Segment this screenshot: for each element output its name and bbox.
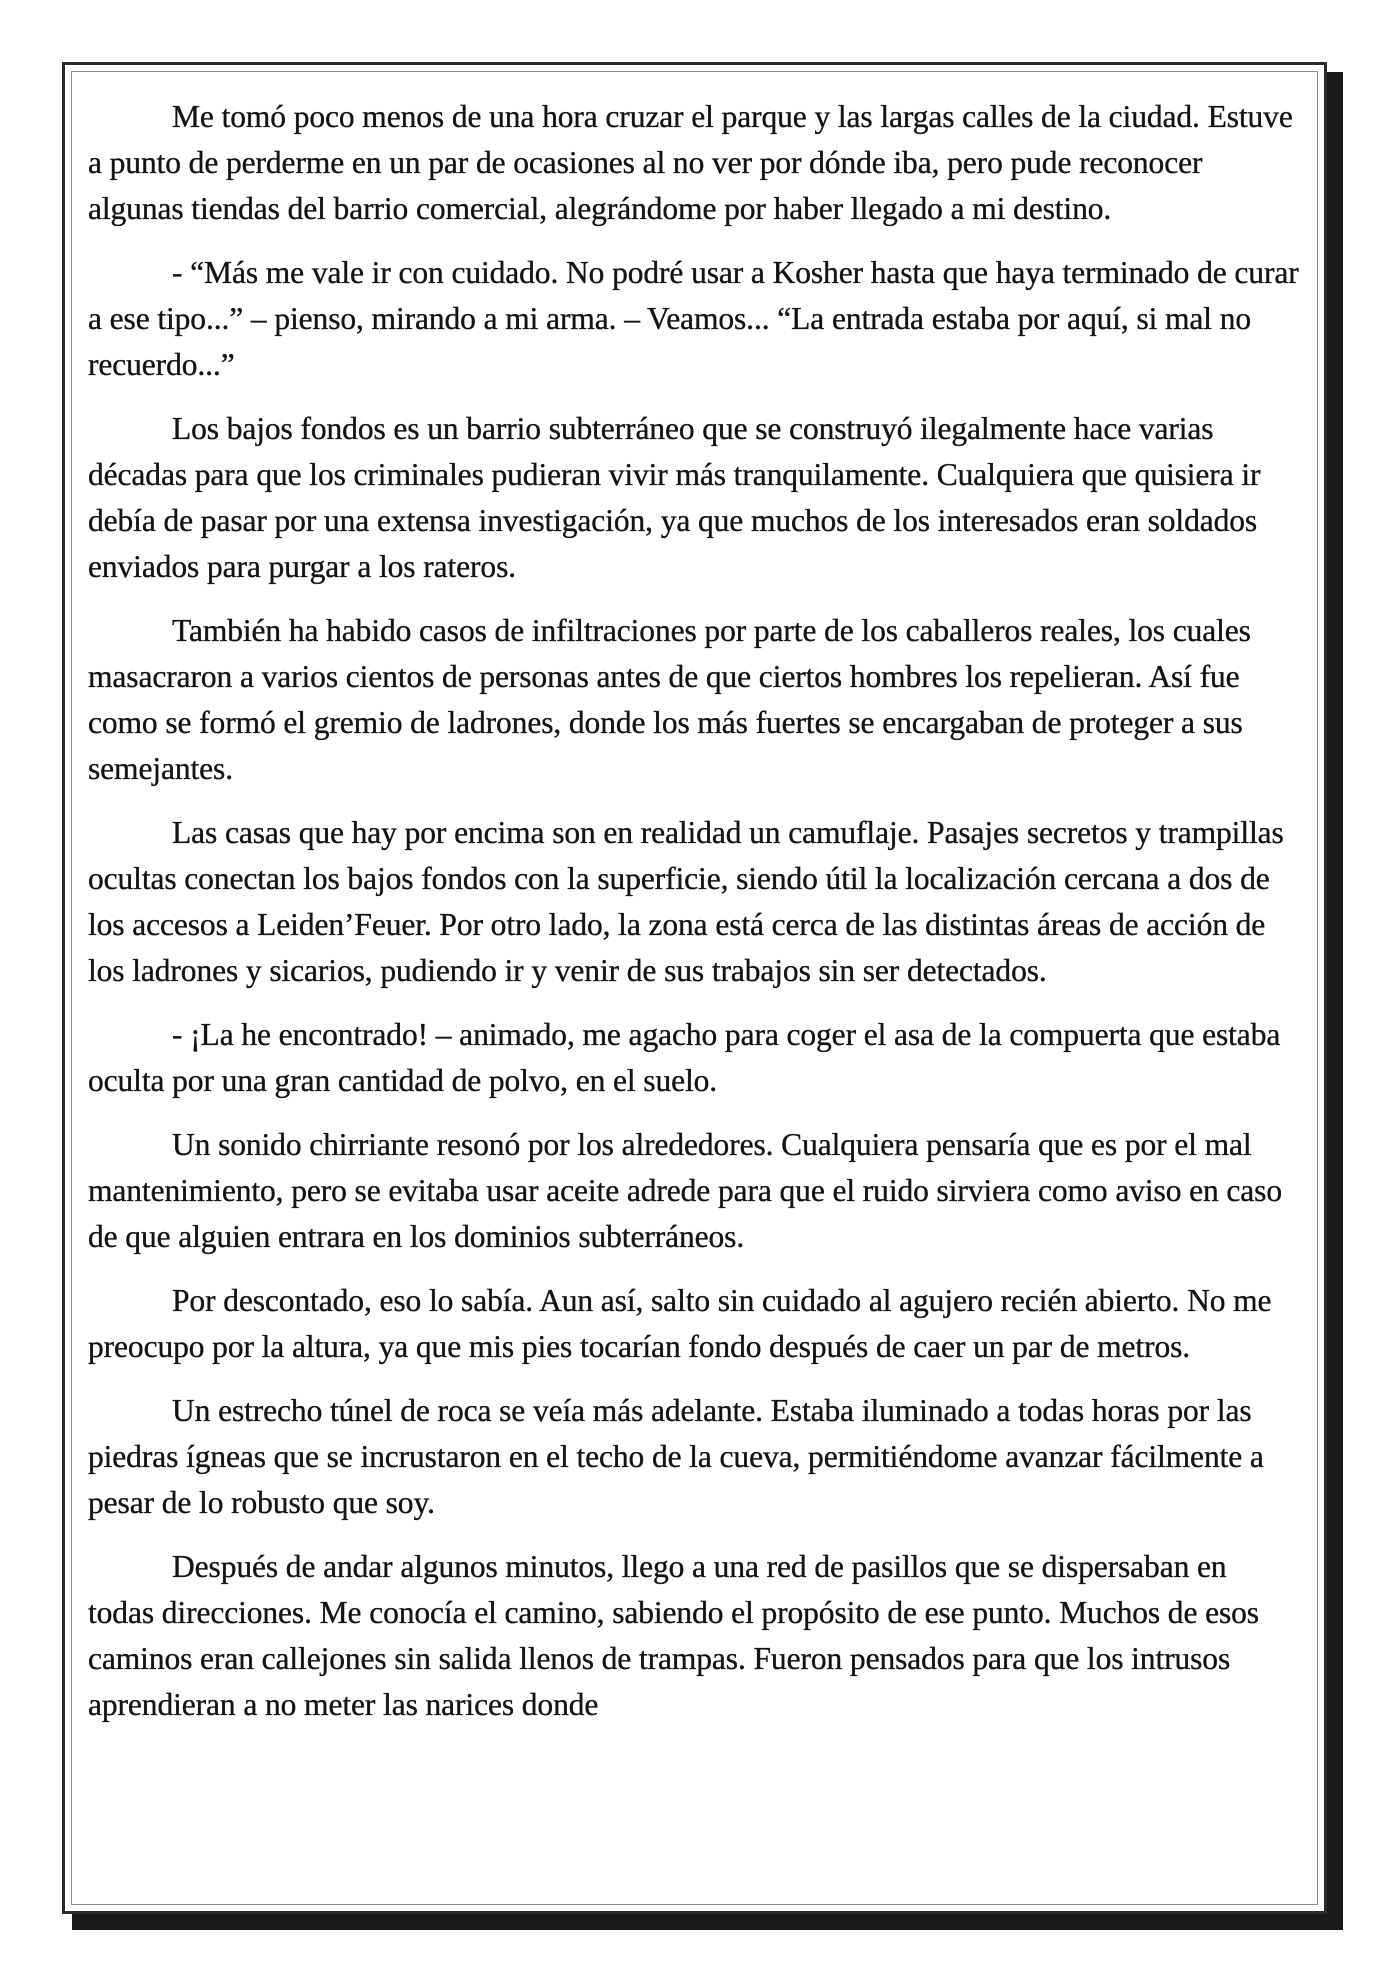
page-frame xyxy=(62,62,1327,1914)
paragraph: Por descontado, eso lo sabía. Aun así, salto sin cuidado al agujero recién abierto. No me preocupo por la altura, ya que mis pies tocarían fondo después de caer un par de metros. xyxy=(88,1283,1272,1364)
paragraph: Los bajos fondos es un barrio subterráneo que se construyó ilegalmente hace varias décadas para que los criminales pudieran vivir más tranquilamente. Cualquiera que quisiera ir debía de pasar por una extensa investigación, ya que muchos de los interesados eran soldados enviados para purgar a los rateros. xyxy=(88,411,1261,584)
paragraph: Las casas que hay por encima son en realidad un camuflaje. Pasajes secretos y trampillas ocultas conectan los bajos fondos con la superficie, siendo útil la localización cercana a dos de los accesos a Leiden’Feuer. Por otro lado, la zona está cerca de las distintas áreas de acción de los ladrones y sicarios, pudiendo ir y venir de sus trabajos sin ser detectados. xyxy=(88,815,1284,988)
paragraph: Un sonido chirriante resonó por los alrededores. Cualquiera pensaría que es por el mal mantenimiento, pero se evitaba usar aceite adrede para que el ruido sirviera como aviso en caso de que alguien entrara en los dominios subterráneos. xyxy=(88,1127,1282,1254)
paragraph: Después de andar algunos minutos, llego a una red de pasillos que se dispersaban en todas direcciones. Me conocía el camino, sabiendo el propósito de ese punto. Muchos de esos caminos eran callejones sin salida llenos de trampas. Fueron pensados para que los intrusos aprendieran a no meter las narices donde xyxy=(88,1549,1259,1722)
paragraph: - “Más me vale ir con cuidado. No podré usar a Kosher hasta que haya terminado de curar a ese tipo...” – pienso, mirando a mi arma. – Veamos... “La entrada estaba por aquí, si mal no recuerdo...” xyxy=(88,255,1299,382)
paragraph: Un estrecho túnel de roca se veía más adelante. Estaba iluminado a todas horas por las piedras ígneas que se incrustaron en el techo de la cueva, permitiéndome avanzar fácilmente a pesar de lo robusto que soy. xyxy=(88,1393,1264,1520)
paragraph: - ¡La he encontrado! – animado, me agacho para coger el asa de la compuerta que estaba oculta por una gran cantidad de polvo, en el suelo. xyxy=(88,1017,1281,1098)
paragraph: También ha habido casos de infiltraciones por parte de los caballeros reales, los cuales masacraron a varios cientos de personas antes de que ciertos hombres los repelieran. Así fue como se formó el gremio de ladrones, donde los más fuertes se encargaban de proteger a sus semejantes. xyxy=(88,613,1251,786)
page-body xyxy=(71,71,1318,1905)
paragraph: Me tomó poco menos de una hora cruzar el parque y las largas calles de la ciudad. Estuve a punto de perderme en un par de ocasiones al no ver por dónde iba, pero pude reconocer algunas tiendas del barrio comercial, alegrándome por haber llegado a mi destino. xyxy=(88,99,1293,226)
